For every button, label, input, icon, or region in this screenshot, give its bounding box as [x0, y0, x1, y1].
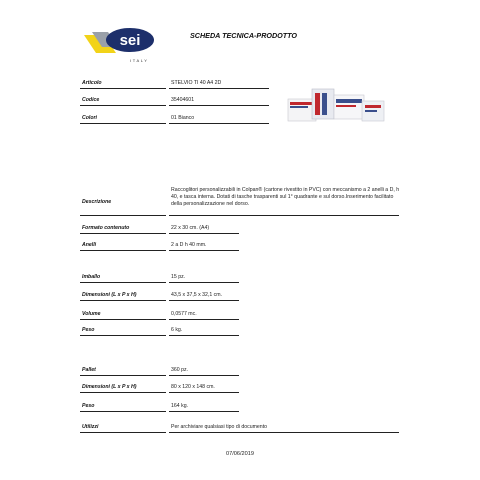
rule-dimensioni-pallet-value: [169, 392, 239, 393]
sei-logo: [82, 20, 158, 62]
value-peso-pallet: 164 kg.: [171, 403, 189, 409]
rule-colori-value: [169, 123, 269, 124]
label-utilizzi: Utilizzi: [82, 424, 99, 430]
value-codice: 35404601: [171, 97, 195, 103]
label-peso-imballo: Peso: [82, 327, 95, 333]
value-peso-imballo: 6 kg.: [171, 327, 183, 333]
label-colori: Colori: [82, 115, 97, 121]
rule-colori-label: [80, 123, 166, 124]
rule-peso-imballo-value: [169, 335, 239, 336]
label-peso-pallet: Peso: [82, 403, 95, 409]
value-descrizione: Raccoglitori personalizzabili in Colpan® (cartone rivestito in PVC) con meccanismo a 2 anelli a D, h 40, e tasca interna. Dotati di tasche trasparenti sul 1° quadrante e sul dorso.Inserimento facilitato della personalizzazione nel dorso.: [171, 187, 400, 207]
label-articolo: Articolo: [82, 80, 102, 86]
label-dimensioni-pallet: Dimensioni (L x P x H): [82, 384, 137, 390]
label-formato: Formato contenuto: [82, 225, 130, 231]
label-volume: Volume: [82, 311, 101, 317]
rule-formato-label: [80, 233, 166, 234]
product-image: [286, 85, 386, 125]
rule-peso-imballo-label: [80, 335, 166, 336]
rule-dimensioni-imballo-value: [169, 300, 239, 301]
page-title: SCHEDA TECNICA-PRODOTTO: [190, 31, 298, 40]
rule-peso-pallet-label: [80, 411, 166, 412]
rule-peso-pallet-value: [169, 411, 239, 412]
rule-codice-value: [169, 105, 269, 106]
rule-anelli-label: [80, 250, 166, 251]
rule-dimensioni-pallet-label: [80, 392, 166, 393]
rule-volume-label: [80, 319, 166, 320]
rule-imballo-label: [80, 282, 166, 283]
label-imballo: Imballo: [82, 274, 101, 280]
rule-articolo-value: [169, 88, 269, 89]
rule-dimensioni-imballo-label: [80, 300, 166, 301]
rule-volume-value: [169, 319, 239, 320]
value-imballo: 15 pz.: [171, 274, 186, 280]
value-utilizzi: Per archiviare qualsiasi tipo di documento: [171, 424, 268, 430]
value-anelli: 2 a D h 40 mm.: [171, 242, 207, 248]
label-pallet: Pallet: [82, 367, 96, 373]
rule-anelli-value: [169, 250, 239, 251]
document-date: 07/06/2019: [226, 451, 254, 457]
value-pallet: 360 pz.: [171, 367, 189, 373]
rule-pallet-value: [169, 375, 239, 376]
logo-text: sei: [119, 32, 141, 49]
rule-descrizione-label: [80, 215, 166, 216]
value-dimensioni-pallet: 80 x 120 x 148 cm.: [171, 384, 215, 390]
rule-utilizzi-label: [80, 432, 166, 433]
rule-imballo-value: [169, 282, 239, 283]
rule-articolo-label: [80, 88, 166, 89]
rule-descrizione-value: [169, 215, 399, 216]
rule-formato-value: [169, 233, 239, 234]
label-codice: Codice: [82, 97, 100, 103]
value-volume: 0,0577 mc.: [171, 311, 197, 317]
value-articolo: STELVIO TI 40 A4 2D: [171, 80, 222, 86]
label-dimensioni-imballo: Dimensioni (L x P x H): [82, 292, 137, 298]
rule-codice-label: [80, 105, 166, 106]
rule-utilizzi-value: [169, 432, 399, 433]
rule-pallet-label: [80, 375, 166, 376]
value-colori: 01 Bianco: [171, 115, 195, 121]
label-anelli: Anelli: [82, 242, 97, 248]
value-formato: 22 x 30 cm. (A4): [171, 225, 210, 231]
logo-country: ITALY: [130, 58, 149, 63]
label-descrizione: Descrizione: [82, 199, 112, 205]
value-dimensioni-imballo: 43,5 x 37,5 x 32,1 cm.: [171, 292, 223, 298]
